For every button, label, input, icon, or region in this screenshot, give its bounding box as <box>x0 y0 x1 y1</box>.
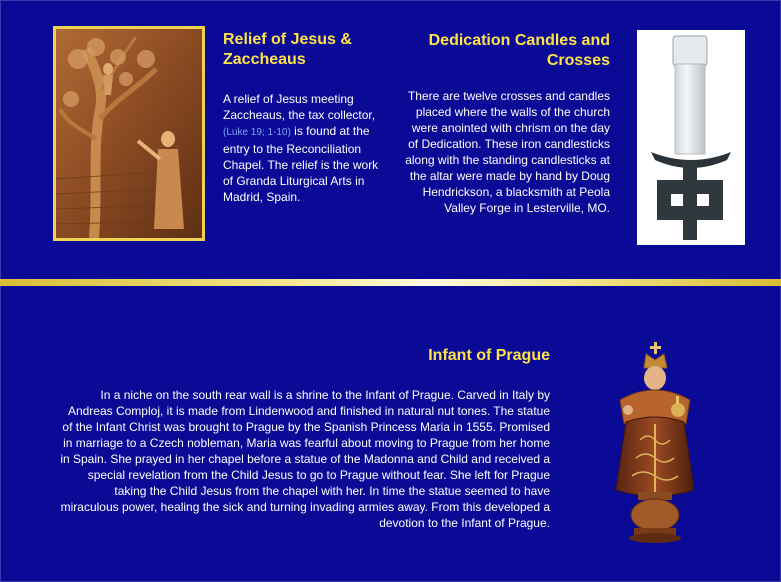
infant-of-prague-statue <box>590 340 700 545</box>
infant-description: In a niche on the south rear wall is a shrine to the Infant of Prague. Carved in Italy by Andreas Comploj, it is made from Lindenwood and finished in natural nut tones. The statue of the Infant Christ was brought to Prague by the Spanish Princess Maria in 1555. Promised in marriage to a Czech nobleman, Maria was fearful about moving to Prague from her home in Spain. She prayed in her chapel before a statue of the Madonna and Child and received a special revelation from the Child Jesus to go to Prague without fear. She left for Prague taking the Child Jesus from the chapel with her. In time the statue seemed to have miraculous power, healing the sick and turning invading armies away. From this developed a devotion to the Infant of Prague. <box>60 388 550 530</box>
relief-image <box>53 26 205 241</box>
scripture-reference-link[interactable]: (Luke 19; 1-10) <box>223 127 291 138</box>
gold-divider <box>0 279 781 286</box>
infant-title: Infant of Prague <box>428 347 550 364</box>
relief-title: Relief of Jesus & Zaccheaus <box>223 31 352 68</box>
candles-description: There are twelve crosses and candles placed where the walls of the church were anointed with chrism on the day of Dedication. These iron candlesticks along with the standing candlesticks at the altar were made by hand by Doug Hendrickson, a blacksmith at Peola Valley Forge in Lesterville, MO. <box>405 89 610 215</box>
relief-text-after: is found at the entry to the Reconciliation Chapel. The relief is the work of Granda Liturgical Arts in Madrid, Spain. <box>223 124 379 204</box>
relief-description <box>223 91 383 205</box>
candle-cross-image <box>637 30 745 245</box>
relief-text-before: A relief of Jesus meeting Zaccheaus, the tax collector, <box>223 92 376 122</box>
candles-title: Dedication Candles and Crosses <box>428 32 610 69</box>
